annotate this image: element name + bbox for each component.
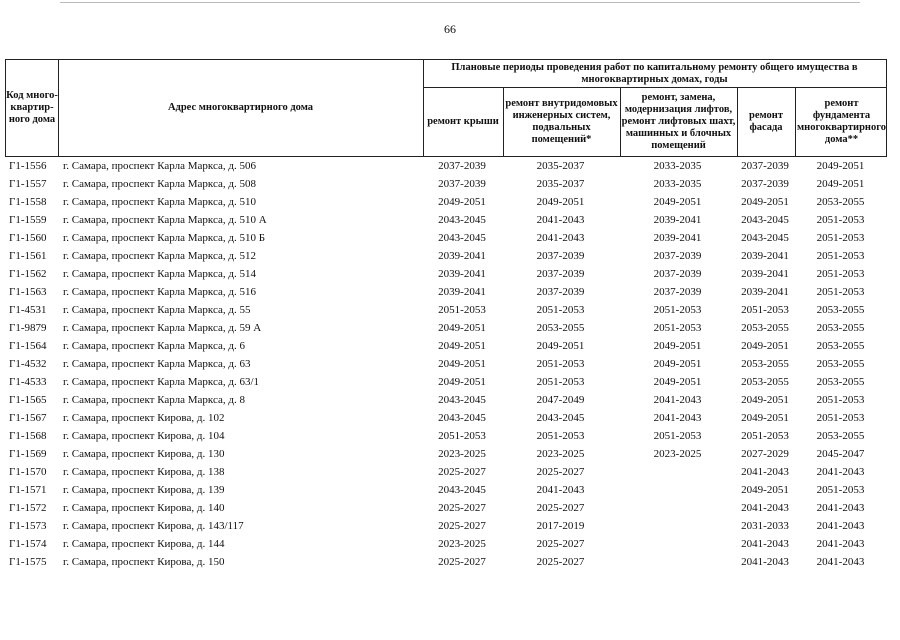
row-code: Г1-4531 [9,304,47,316]
row-period: 2051-2053 [536,376,585,388]
table-row [5,427,887,445]
row-period: 2031-2033 [741,520,789,532]
row-code: Г1-1575 [9,556,47,568]
row-period: 2051-2053 [653,430,702,442]
row-code: Г1-1561 [9,250,47,262]
table-row [5,337,887,355]
row-period: 2027-2029 [741,448,789,460]
column-divider [503,87,504,156]
row-period: 2043-2045 [438,232,486,244]
column-divider [423,60,424,156]
row-code: Г1-1559 [9,214,47,226]
table-row [5,193,887,211]
header-foundation: ремонт фундамента многоквартирного дома** [797,97,886,145]
row-address: г. Самара, проспект Карла Маркса, д. 516 [63,286,256,298]
row-address: г. Самара, проспект Кирова, д. 102 [63,412,225,424]
row-code: Г1-4533 [9,376,47,388]
table-row [5,247,887,265]
row-period: 2049-2051 [438,322,486,334]
row-period: 2041-2043 [816,520,865,532]
row-code: Г1-1563 [9,286,47,298]
table-row [5,319,887,337]
row-period: 2051-2053 [653,322,702,334]
table-row [5,157,887,175]
row-period: 2041-2043 [816,466,865,478]
table-row [5,517,887,535]
row-code: Г1-1558 [9,196,47,208]
row-period: 2037-2039 [653,286,702,298]
top-rule [60,2,860,3]
row-code: Г1-1565 [9,394,47,406]
row-address: г. Самара, проспект Кирова, д. 143/117 [63,520,244,532]
row-period: 2041-2043 [816,538,865,550]
row-period: 2049-2051 [438,358,486,370]
row-period: 2043-2045 [438,484,486,496]
row-period: 2051-2053 [816,250,865,262]
row-address: г. Самара, проспект Кирова, д. 150 [63,556,225,568]
row-period: 2041-2043 [741,538,789,550]
row-period: 2039-2041 [653,232,702,244]
row-period: 2053-2055 [816,430,865,442]
table-row [5,409,887,427]
row-code: Г1-1574 [9,538,47,550]
row-period: 2051-2053 [816,412,865,424]
row-address: г. Самара, проспект Кирова, д. 104 [63,430,225,442]
row-period: 2045-2047 [816,448,865,460]
row-period: 2041-2043 [816,556,865,568]
row-period: 2043-2045 [438,394,486,406]
row-period: 2025-2027 [536,556,585,568]
row-period: 2037-2039 [536,268,585,280]
row-address: г. Самара, проспект Карла Маркса, д. 506 [63,160,256,172]
row-period: 2035-2037 [536,178,585,190]
row-code: Г1-9879 [9,322,47,334]
row-period: 2051-2053 [438,304,486,316]
table-row [5,391,887,409]
table-row [5,175,887,193]
column-divider [620,87,621,156]
table-row [5,463,887,481]
row-code: Г1-4532 [9,358,47,370]
header-elevators: ремонт, замена, модернизация лифтов, ремонт лифтовых шахт, машинных и блочных помещений [621,91,736,151]
row-period: 2023-2025 [438,538,486,550]
row-period: 2049-2051 [438,376,486,388]
row-period: 2051-2053 [816,214,865,226]
table-row [5,499,887,517]
row-period: 2049-2051 [741,196,789,208]
row-period: 2051-2053 [536,358,585,370]
row-period: 2039-2041 [741,286,789,298]
row-period: 2037-2039 [741,160,789,172]
table-row [5,481,887,499]
row-period: 2051-2053 [816,394,865,406]
row-period: 2037-2039 [536,250,585,262]
table-row [5,445,887,463]
row-period: 2051-2053 [816,268,865,280]
row-address: г. Самара, проспект Кирова, д. 140 [63,502,225,514]
row-period: 2049-2051 [438,340,486,352]
row-period: 2041-2043 [741,556,789,568]
row-period: 2049-2051 [653,340,702,352]
row-code: Г1-1567 [9,412,47,424]
row-period: 2053-2055 [816,304,865,316]
row-period: 2049-2051 [653,358,702,370]
row-period: 2053-2055 [741,376,789,388]
row-code: Г1-1572 [9,502,47,514]
row-code: Г1-1569 [9,448,47,460]
row-period: 2037-2039 [438,160,486,172]
row-period: 2049-2051 [741,340,789,352]
row-period: 2041-2043 [741,502,789,514]
row-period: 2039-2041 [741,250,789,262]
row-period: 2017-2019 [536,520,585,532]
row-code: Г1-1560 [9,232,47,244]
row-address: г. Самара, проспект Карла Маркса, д. 510 А [63,214,267,226]
row-period: 2053-2055 [816,322,865,334]
row-address: г. Самара, проспект Кирова, д. 139 [63,484,225,496]
row-period: 2049-2051 [741,484,789,496]
table-row [5,283,887,301]
row-period: 2041-2043 [653,412,702,424]
row-period: 2025-2027 [438,520,486,532]
row-period: 2051-2053 [741,430,789,442]
row-period: 2051-2053 [816,484,865,496]
capital-repair-table [5,59,887,571]
row-period: 2039-2041 [653,214,702,226]
row-period: 2039-2041 [438,250,486,262]
table-row [5,211,887,229]
row-code: Г1-1557 [9,178,47,190]
header-roof: ремонт крыши [427,115,499,127]
row-code: Г1-1570 [9,466,47,478]
row-address: г. Самара, проспект Карла Маркса, д. 63 [63,358,251,370]
column-divider [737,87,738,156]
row-period: 2051-2053 [816,232,865,244]
row-period: 2025-2027 [536,502,585,514]
row-period: 2043-2045 [438,214,486,226]
row-address: г. Самара, проспект Кирова, д. 130 [63,448,225,460]
row-address: г. Самара, проспект Карла Маркса, д. 59 А [63,322,262,334]
row-period: 2035-2037 [536,160,585,172]
table-row [5,229,887,247]
row-code: Г1-1562 [9,268,47,280]
row-period: 2041-2043 [536,232,585,244]
row-address: г. Самара, проспект Карла Маркса, д. 63/1 [63,376,260,388]
table-row [5,553,887,571]
row-period: 2043-2045 [536,412,585,424]
row-address: г. Самара, проспект Карла Маркса, д. 510 [63,196,256,208]
row-address: г. Самара, проспект Карла Маркса, д. 55 [63,304,251,316]
row-period: 2037-2039 [438,178,486,190]
row-period: 2033-2035 [653,160,702,172]
row-period: 2023-2025 [653,448,702,460]
row-period: 2049-2051 [816,178,865,190]
row-period: 2051-2053 [816,286,865,298]
row-period: 2041-2043 [536,214,585,226]
table-row [5,535,887,553]
row-period: 2049-2051 [536,196,585,208]
row-period: 2051-2053 [438,430,486,442]
row-period: 2023-2025 [536,448,585,460]
row-period: 2041-2043 [741,466,789,478]
row-period: 2039-2041 [438,268,486,280]
row-period: 2047-2049 [536,394,585,406]
row-address: г. Самара, проспект Карла Маркса, д. 512 [63,250,256,262]
row-period: 2053-2055 [741,322,789,334]
row-period: 2049-2051 [741,412,789,424]
row-period: 2043-2045 [741,214,789,226]
row-period: 2049-2051 [653,376,702,388]
row-address: г. Самара, проспект Карла Маркса, д. 8 [63,394,245,406]
row-code: Г1-1564 [9,340,47,352]
row-period: 2025-2027 [536,538,585,550]
row-code: Г1-1568 [9,430,47,442]
header-engineering: ремонт внутридомовых инженерных систем, подвальных помещений* [505,97,618,145]
row-period: 2051-2053 [653,304,702,316]
header-group: Плановые периоды проведения работ по капитальному ремонту общего имущества в многоквартирных домах, годы [451,61,858,85]
table-row [5,373,887,391]
header-facade: ремонт фасада [749,109,783,133]
row-period: 2033-2035 [653,178,702,190]
row-period: 2053-2055 [536,322,585,334]
row-period: 2053-2055 [816,196,865,208]
row-address: г. Самара, проспект Карла Маркса, д. 6 [63,340,245,352]
column-divider [795,87,796,156]
row-period: 2025-2027 [438,502,486,514]
row-period: 2039-2041 [741,268,789,280]
row-period: 2051-2053 [536,304,585,316]
row-address: г. Самара, проспект Карла Маркса, д. 510 Б [63,232,266,244]
row-code: Г1-1573 [9,520,47,532]
row-period: 2049-2051 [741,394,789,406]
row-period: 2043-2045 [741,232,789,244]
page-number: 66 [444,22,456,36]
row-period: 2041-2043 [653,394,702,406]
row-period: 2041-2043 [816,502,865,514]
row-period: 2025-2027 [438,466,486,478]
row-period: 2051-2053 [536,430,585,442]
row-address: г. Самара, проспект Кирова, д. 144 [63,538,225,550]
header-address: Адрес многоквартирного дома [167,102,314,113]
table-header [5,59,887,157]
header-code: Код много-квартир-ного дома [6,90,58,125]
row-address: г. Самара, проспект Карла Маркса, д. 508 [63,178,256,190]
row-period: 2043-2045 [438,412,486,424]
row-period: 2053-2055 [816,358,865,370]
table-row [5,301,887,319]
table-row [5,265,887,283]
row-period: 2025-2027 [536,466,585,478]
row-period: 2053-2055 [741,358,789,370]
row-period: 2049-2051 [536,340,585,352]
row-period: 2049-2051 [816,160,865,172]
row-code: Г1-1556 [9,160,47,172]
row-address: г. Самара, проспект Кирова, д. 138 [63,466,225,478]
table-body [5,157,887,571]
row-period: 2037-2039 [653,250,702,262]
row-code: Г1-1571 [9,484,47,496]
row-period: 2037-2039 [536,286,585,298]
row-period: 2041-2043 [536,484,585,496]
row-period: 2049-2051 [653,196,702,208]
row-period: 2037-2039 [653,268,702,280]
row-period: 2053-2055 [816,340,865,352]
table-row [5,355,887,373]
row-period: 2023-2025 [438,448,486,460]
row-period: 2039-2041 [438,286,486,298]
row-period: 2025-2027 [438,556,486,568]
row-period: 2053-2055 [816,376,865,388]
column-divider [58,60,59,156]
row-period: 2049-2051 [438,196,486,208]
row-address: г. Самара, проспект Карла Маркса, д. 514 [63,268,256,280]
row-period: 2051-2053 [741,304,789,316]
row-period: 2037-2039 [741,178,789,190]
